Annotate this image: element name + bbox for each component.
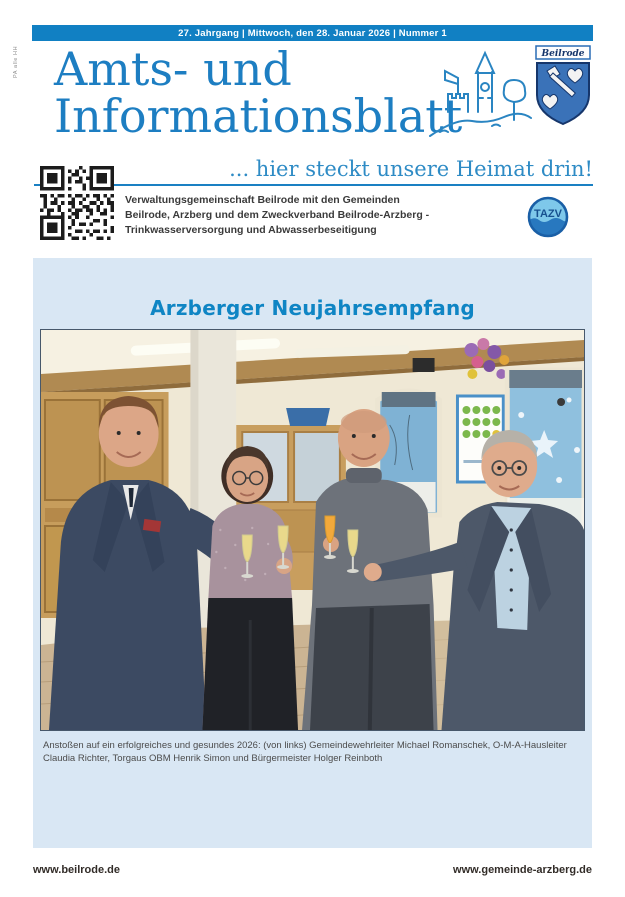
- qr-code: [40, 166, 114, 240]
- castle-sketch-icon: [428, 50, 532, 142]
- tazv-logo-text: TAZV: [534, 208, 562, 220]
- footer-link-arzberg[interactable]: www.gemeinde-arzberg.de: [453, 864, 592, 876]
- issue-info-bar: [32, 25, 593, 41]
- article-heading: Arzberger Neujahrsempfang: [150, 296, 475, 320]
- tazv-logo: [526, 195, 570, 239]
- photo-caption: Anstoßen auf ein erfolgreiches und gesundes 2026: (von links) Gemeindewehrleiter Michael Romanschek, O-M-A-Hausleiter Claudia Richter, Torgaus OBM Henrik Simon und Bürgermeister Holger Reinboth: [43, 740, 567, 764]
- masthead-title-line2: Informationsblatt: [54, 89, 463, 143]
- beilrode-crest: [533, 45, 593, 127]
- new-year-toast-photo: [41, 330, 584, 730]
- footer-link-beilrode[interactable]: www.beilrode.de: [33, 864, 120, 876]
- masthead-divider: [34, 184, 593, 186]
- masthead-title-line1: Amts- und: [54, 42, 292, 96]
- edge-print-note: PA alle HH: [13, 45, 19, 78]
- masthead-tagline: ... hier steckt unsere Heimat drin!: [229, 157, 593, 181]
- article-panel: [33, 258, 592, 848]
- crest-label: Beilrode: [541, 49, 585, 59]
- publisher-line3: Trinkwasserversorgung und Abwasserbeseitigung: [125, 224, 377, 236]
- publisher-line2: Beilrode, Arzberg und dem Zweckverband Beilrode-Arzberg -: [125, 209, 430, 221]
- issue-info-text: 27. Jahrgang | Mittwoch, den 28. Januar 2026 | Nummer 1: [178, 27, 447, 39]
- publisher-line1: Verwaltungsgemeinschaft Beilrode mit den Gemeinden: [125, 194, 400, 206]
- article-photo: [40, 329, 585, 731]
- masthead-title: [54, 42, 463, 143]
- publisher-block: [125, 193, 465, 238]
